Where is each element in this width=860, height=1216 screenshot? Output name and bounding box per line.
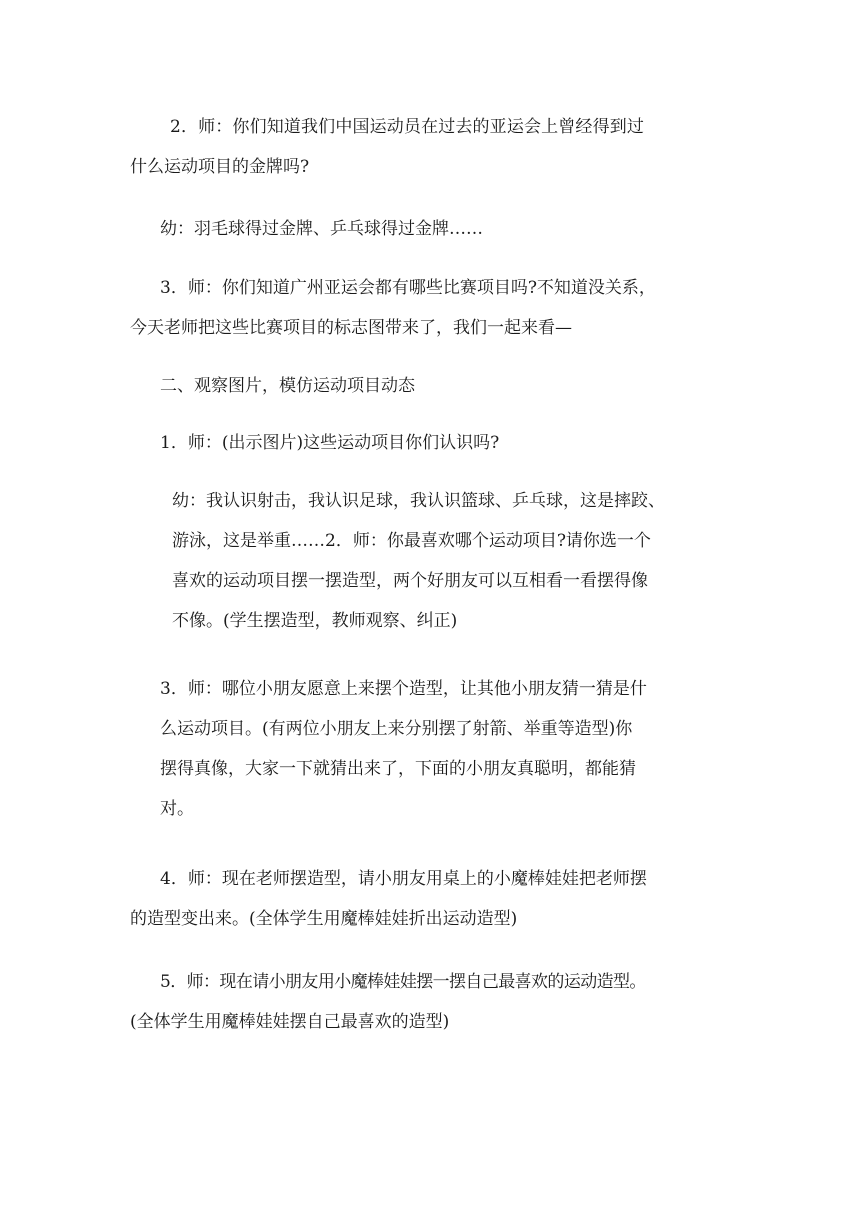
paragraph-line: 喜欢的运动项目摆一摆造型，两个好朋友可以互相看一看摆得像 [172,571,648,591]
paragraph-6 [172,481,665,641]
paragraph-line: 3．师：你们知道广州亚运会都有哪些比赛项目吗?不知道没关系， [160,278,656,298]
paragraph-line: 5．师：现在请小朋友用小魔棒娃娃摆一摆自己最喜欢的运动造型。 [160,972,646,992]
paragraph-1 [130,107,644,187]
paragraph-2 [160,209,483,249]
section-heading: 二、观察图片，模仿运动项目动态 [160,376,415,396]
paragraph-line: 摆得真像，大家一下就猜出来了，下面的小朋友真聪明，都能猜 [160,759,636,779]
paragraph-3 [130,268,656,348]
paragraph-line: 的造型变出来。(全体学生用魔棒娃娃折出运动造型) [130,909,518,929]
paragraph-line: 对。 [160,799,194,819]
paragraph-line: 今天老师把这些比赛项目的标志图带来了，我们一起来看— [130,318,572,338]
paragraph-line: 3．师：哪位小朋友愿意上来摆个造型，让其他小朋友猜一猜是什 [160,679,647,699]
paragraph-line: 不像。(学生摆造型，教师观察、纠正) [172,611,458,631]
paragraph-9 [130,962,646,1042]
paragraph-line: 幼：我认识射击，我认识足球，我认识篮球、乒乓球，这是摔跤、 [172,491,665,511]
paragraph-5 [160,423,499,463]
paragraph-8 [130,859,647,939]
paragraph-7 [160,669,647,829]
paragraph-line: 4．师：现在老师摆造型，请小朋友用桌上的小魔棒娃娃把老师摆 [160,869,647,889]
paragraph-line: 幼：羽毛球得过金牌、乒乓球得过金牌…… [160,219,483,239]
paragraph-line: (全体学生用魔棒娃娃摆自己最喜欢的造型) [130,1012,450,1032]
paragraph-line: 游泳，这是举重……2．师：你最喜欢哪个运动项目?请你选一个 [172,531,651,551]
paragraph-line: 1．师：(出示图片)这些运动项目你们认识吗? [160,433,500,453]
paragraph-4 [160,366,415,406]
paragraph-line: 什么运动项目的金牌吗? [130,157,310,177]
paragraph-line: 么运动项目。(有两位小朋友上来分别摆了射箭、举重等造型)你 [160,719,633,739]
paragraph-line: 2．师：你们知道我们中国运动员在过去的亚运会上曾经得到过 [170,117,645,137]
